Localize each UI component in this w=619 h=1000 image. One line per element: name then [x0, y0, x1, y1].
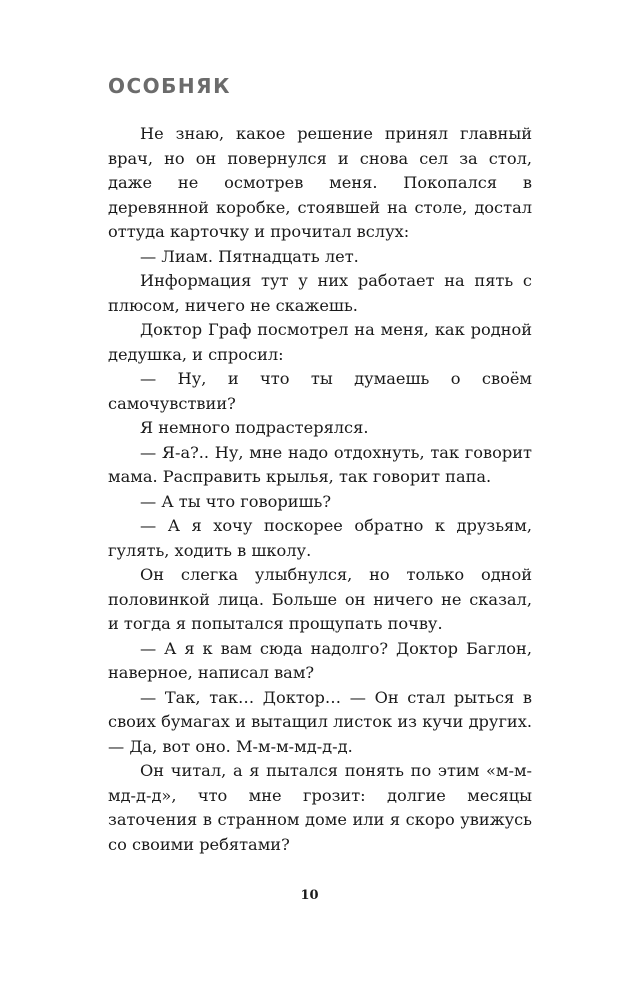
paragraph: Не знаю, какое решение принял главный врач, но он повернулся и снова сел за стол, даже не осмотрев меня. Покопался в деревянной коробке, стоявшей на столе, достал оттуда карточку и прочитал вслух:	[108, 124, 532, 241]
page-number: 10	[300, 888, 319, 903]
paragraph: Информация тут у них работает на пять с плюсом, ничего не скажешь.	[108, 271, 532, 315]
paragraph: — А я хочу поскорее обратно к друзьям, гулять, ходить в школу.	[108, 516, 532, 560]
paragraph: — А ты что говоришь?	[140, 491, 332, 511]
paragraph: — Я-а?.. Ну, мне надо отдохнуть, так говорит мама. Расправить крылья, так говорит папа.	[108, 442, 532, 486]
paragraph: Он читал, а я пытался понять по этим «м-м-мд-д-д», что мне грозит: долгие месяцы заточения в странном доме или я скоро увижусь со своими ребятами?	[108, 761, 532, 854]
paragraph: Доктор Граф посмотрел на меня, как родной дедушка, и спросил:	[108, 320, 532, 364]
running-head: ОСОБНЯК	[108, 74, 231, 98]
paragraph: — Ну, и что ты думаешь о своём самочувствии?	[108, 369, 532, 413]
paragraph: — Так, так… Доктор… — Он стал рыться в своих бумагах и вытащил листок из кучи других. — Да, вот оно. М-м-м-мд-д-д.	[108, 687, 532, 756]
paragraph: — А я к вам сюда надолго? Доктор Баглон, наверное, написал вам?	[108, 638, 532, 682]
paragraph: Я немного подрастерялся.	[140, 418, 369, 437]
paragraph: — Лиам. Пятнадцать лет.	[140, 246, 359, 266]
paragraph: Он слегка улыбнулся, но только одной половинкой лица. Больше он ничего не сказал, и тогда я попытался прощупать почву.	[108, 565, 532, 633]
body-text	[108, 122, 532, 857]
